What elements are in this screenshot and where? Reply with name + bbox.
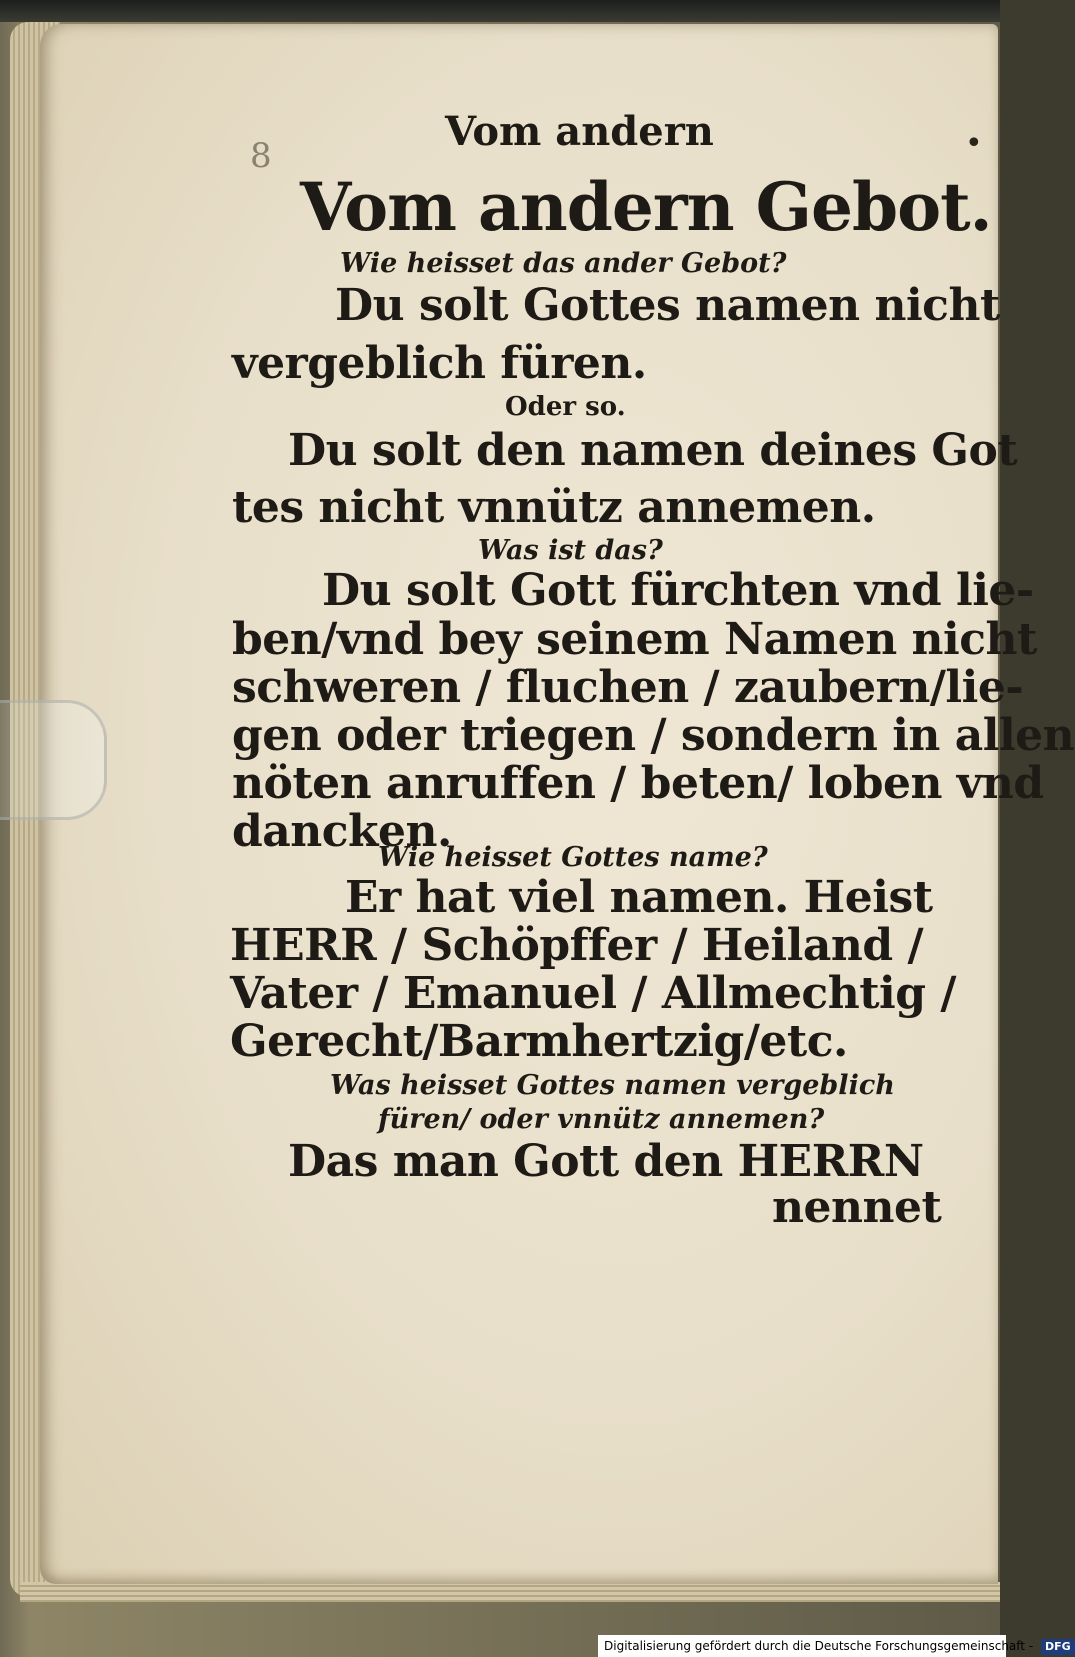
catchword: nennet	[772, 1182, 942, 1233]
answer-line: Du solt Gott fürchten vnd lie-	[322, 565, 1034, 616]
section-title: Vom andern Gebot.	[300, 168, 992, 246]
answer-line: Das man Gott den HERRN	[288, 1136, 924, 1187]
answer-line: vergeblich füren.	[232, 338, 647, 389]
question-line: Was ist das?	[478, 535, 663, 566]
page-edges-bottom	[20, 1582, 1000, 1602]
answer-line: Er hat viel namen. Heist	[345, 872, 933, 923]
answer-line: dancken.	[232, 806, 452, 857]
page-number: 8	[250, 136, 272, 176]
or-line: Oder so.	[505, 392, 626, 422]
answer-line: gen oder triegen / sondern in allen	[232, 710, 1075, 761]
answer-line: tes nicht vnnütz annemen.	[232, 482, 876, 533]
answer-line: Du solt Gottes namen nicht	[335, 280, 1000, 331]
running-head: Vom andern	[445, 108, 714, 155]
question-line: Wie heisset das ander Gebot?	[340, 248, 787, 279]
answer-line: nöten anruffen / beten/ loben vnd	[232, 758, 1044, 809]
page-clip	[0, 700, 107, 820]
dfg-logo: DFG	[1041, 1639, 1075, 1655]
credit-text: Digitalisierung gefördert durch die Deutsche Forschungsgemeinschaft -	[604, 1639, 1034, 1653]
question-line: Wie heisset Gottes name?	[378, 842, 768, 873]
answer-line: HERR / Schöpffer / Heiland /	[230, 920, 924, 971]
answer-line: schweren / fluchen / zaubern/lie-	[232, 662, 1024, 713]
question-line: füren/ oder vnnütz annemen?	[378, 1104, 825, 1135]
book-cover-top	[0, 0, 1000, 22]
page-mark: •	[965, 126, 983, 161]
answer-line: Gerecht/Barmhertzig/etc.	[230, 1016, 848, 1067]
answer-line: ben/vnd bey seinem Namen nicht	[232, 614, 1037, 665]
answer-line: Vater / Emanuel / Allmechtig /	[230, 968, 956, 1019]
answer-line: Du solt den namen deines Got	[288, 425, 1018, 476]
question-line: Was heisset Gottes namen vergeblich	[330, 1070, 895, 1101]
digitization-credit	[598, 1635, 1071, 1657]
